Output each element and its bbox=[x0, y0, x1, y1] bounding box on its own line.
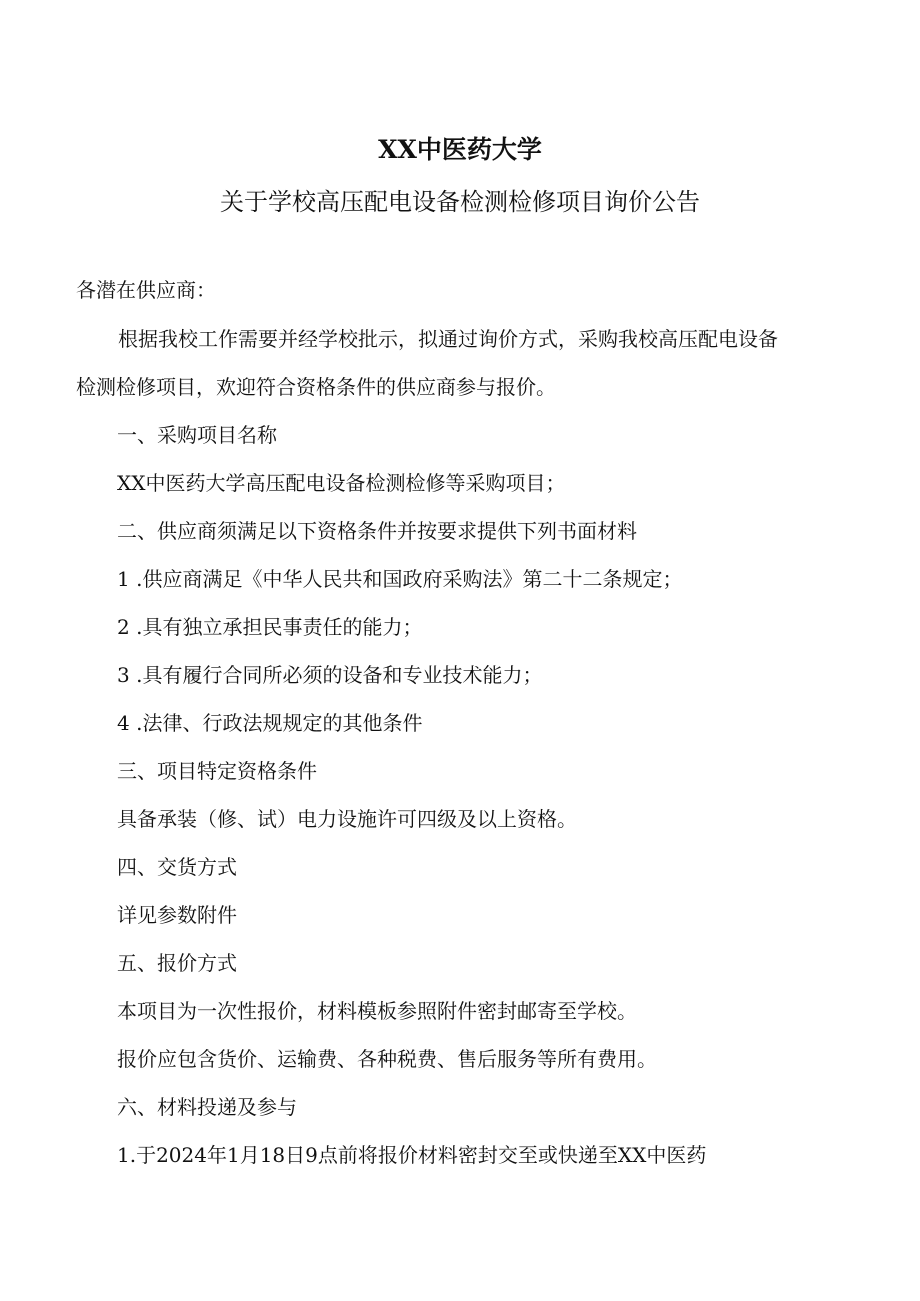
section-5-body-2: 报价应包含货价、运输费、各种税费、售后服务等所有费用。 bbox=[117, 1047, 657, 1071]
section-5-heading: 五、报价方式 bbox=[117, 951, 237, 975]
section-4-body: 详见参数附件 bbox=[117, 903, 237, 927]
section-1-body: XX中医药大学高压配电设备检测检修等采购项目； bbox=[117, 471, 566, 495]
section-2-item-2: 2 .具有独立承担民事责任的能力； bbox=[117, 615, 423, 639]
section-5-body-1: 本项目为一次性报价，材料模板参照附件密封邮寄至学校。 bbox=[117, 999, 637, 1023]
document-title: XX中医药大学 bbox=[378, 135, 542, 164]
section-4-heading: 四、交货方式 bbox=[117, 855, 237, 879]
intro-paragraph-line-2: 检测检修项目，欢迎符合资格条件的供应商参与报价。 bbox=[76, 375, 556, 399]
section-3-heading: 三、项目特定资格条件 bbox=[117, 759, 317, 783]
section-3-body: 具备承装（修、试）电力设施许可四级及以上资格。 bbox=[117, 807, 577, 831]
section-1-heading: 一、采购项目名称 bbox=[117, 423, 277, 447]
document-subtitle: 关于学校高压配电设备检测检修项目询价公告 bbox=[220, 188, 700, 216]
section-6-heading: 六、材料投递及参与 bbox=[117, 1095, 297, 1119]
section-6-item-1: 1.于2024年1月18日9点前将报价材料密封交至或快递至XX中医药 bbox=[117, 1143, 707, 1167]
section-2-item-3: 3 .具有履行合同所必须的设备和专业技术能力； bbox=[117, 663, 543, 687]
section-2-heading: 二、供应商须满足以下资格条件并按要求提供下列书面材料 bbox=[117, 519, 637, 543]
salutation: 各潜在供应商： bbox=[76, 278, 216, 302]
section-2-item-1: 1 .供应商满足《中华人民共和国政府采购法》第二十二条规定； bbox=[117, 567, 683, 591]
section-2-item-4: 4 .法律、行政法规规定的其他条件 bbox=[117, 711, 423, 735]
intro-paragraph-line-1: 根据我校工作需要并经学校批示，拟通过询价方式，采购我校高压配电设备 bbox=[118, 327, 778, 351]
